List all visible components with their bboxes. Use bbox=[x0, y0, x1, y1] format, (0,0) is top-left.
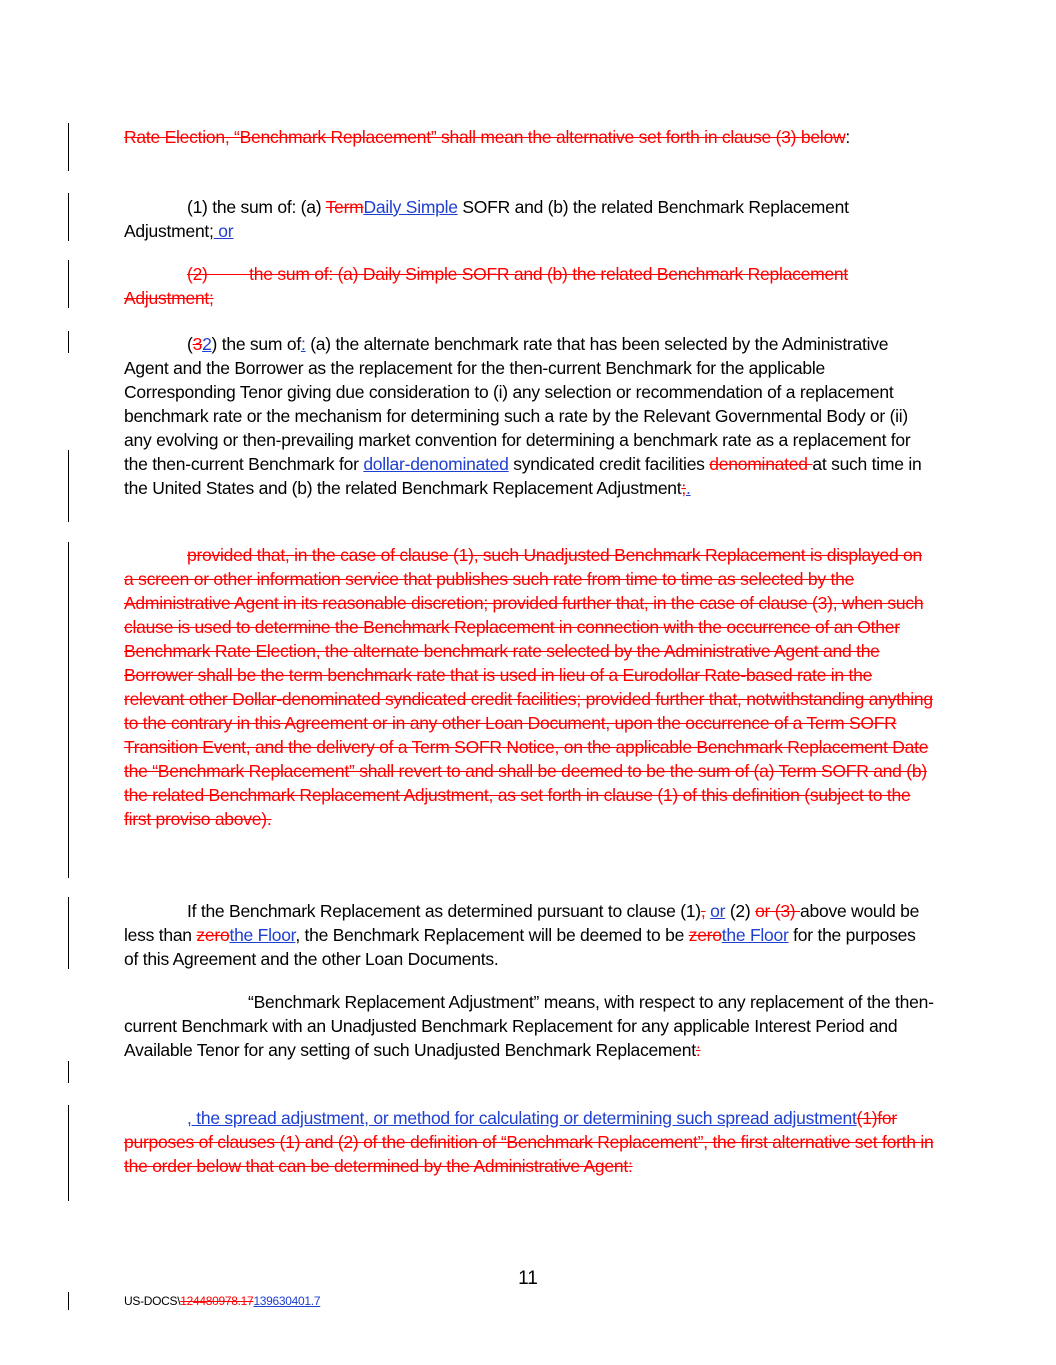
clause-2 bbox=[124, 332, 934, 500]
change-bar bbox=[68, 542, 69, 878]
body-text: above would be less than bbox=[124, 901, 920, 945]
body-text: (1) the sum of: (a) bbox=[187, 197, 326, 217]
body-text: for the purposes of this Agreement and the other Loan Documents. bbox=[124, 925, 916, 969]
body-text: at such time in the United States and (b) the related Benchmark Replacement Adjustment bbox=[124, 454, 922, 498]
deleted-text: zero bbox=[688, 925, 722, 945]
deleted-text: denominated bbox=[709, 454, 813, 474]
spread-adjustment-paragraph bbox=[124, 1106, 934, 1178]
inserted-text: or bbox=[213, 221, 234, 241]
inserted-text: the Floor bbox=[229, 925, 296, 945]
change-bar bbox=[68, 1292, 69, 1310]
body-text: , the Benchmark Replacement will be deemed to be bbox=[295, 925, 689, 945]
inserted-doc-number: 139630401.7 bbox=[253, 1294, 321, 1308]
change-bar bbox=[68, 1105, 69, 1201]
inserted-text: Daily Simple bbox=[363, 197, 458, 217]
inserted-text: , the spread adjustment, or method for calculating or determining such spread adjustment bbox=[187, 1108, 857, 1128]
definition-benchmark-replacement-adjustment bbox=[124, 990, 934, 1062]
floor-paragraph bbox=[124, 899, 934, 971]
deleted-text: : bbox=[695, 1040, 701, 1060]
deleted-text: (2) the sum of: (a) Daily Simple SOFR and (b) the related Benchmark Replacement Adjustment; bbox=[124, 264, 849, 308]
change-bar bbox=[68, 123, 69, 171]
change-bar bbox=[68, 897, 69, 969]
deleted-text: ; bbox=[681, 478, 687, 498]
body-text: syndicated credit facilities bbox=[508, 454, 710, 474]
body-text: If the Benchmark Replacement as determined pursuant to clause (1) bbox=[187, 901, 701, 921]
body-text: SOFR and (b) the related Benchmark Replacement Adjustment; bbox=[124, 197, 849, 241]
body-text: (2) bbox=[725, 901, 756, 921]
deleted-doc-number: 124480978.17 bbox=[180, 1294, 254, 1308]
inserted-text: the Floor bbox=[721, 925, 789, 945]
inserted-text: or bbox=[710, 901, 726, 921]
proviso-deleted bbox=[124, 543, 934, 831]
paragraph-rate-election bbox=[124, 125, 934, 149]
body-text: : bbox=[845, 127, 850, 147]
inserted-text: dollar-denominated bbox=[363, 454, 509, 474]
change-bar bbox=[68, 1061, 69, 1083]
inserted-text: 2 bbox=[202, 334, 212, 354]
deleted-text: Term bbox=[325, 197, 364, 217]
body-text: ) the sum of bbox=[211, 334, 301, 354]
deleted-text: (1)for purposes of clauses (1) and (2) of the definition of “Benchmark Replacement”, the first alternative set forth in the order below that can be determined by the Administrative Agent: bbox=[124, 1108, 934, 1176]
deleted-text: zero bbox=[196, 925, 230, 945]
page-number: 11 bbox=[518, 1268, 538, 1289]
change-bar bbox=[68, 331, 69, 353]
change-bar bbox=[68, 260, 69, 308]
deleted-text: 3 bbox=[192, 334, 203, 354]
footer-prefix: US-DOCS\ bbox=[124, 1294, 181, 1308]
clause-2-deleted bbox=[124, 262, 934, 310]
change-bar bbox=[68, 450, 69, 522]
deleted-text: , bbox=[700, 901, 706, 921]
change-bar bbox=[68, 193, 69, 241]
body-text: “Benchmark Replacement Adjustment” means, with respect to any replacement of the then-current Benchmark with an Unadjusted Benchmark Replacement for any applicable Interest Period and Available Tenor for any setting of such Unadjusted Benchmark Replacement bbox=[124, 992, 934, 1060]
inserted-text: : bbox=[300, 334, 306, 354]
deleted-text: provided that, in the case of clause (1), such Unadjusted Benchmark Replacement is displayed on a screen or other information service that publishes such rate from time to time as selected by the Administrative Agent in its reasonable discretion; provided further that, in the case of clause (3), when such clause is used to determine the Benchmark Replacement in connection with the occurrence of an Other Benchmark Rate Election, the alternate benchmark rate selected by the Administrative Agent and the Borrower shall be the term benchmark rate that is used in lieu of a Eurodollar Rate-based rate in the relevant other Dollar-denominated syndicated credit facilities; provided further that, notwithstanding anything to the contrary in this Agreement or in any other Loan Document, upon the occurrence of a Term SOFR Transition Event, and the delivery of a Term SOFR Notice, on the applicable Benchmark Replacement Date the “Benchmark Replacement” shall revert to and shall be deemed to be the sum of (a) Term SOFR and (b) the related Benchmark Replacement Adjustment, as set forth in clause (1) of this definition (subject to the first proviso above). bbox=[124, 545, 933, 829]
clause-1 bbox=[124, 195, 934, 243]
body-text: (a) the alternate benchmark rate that has been selected by the Administrative Agent and the Borrower as the replacement for the then-current Benchmark for the applicable Corresponding Tenor giving due consideration to (i) any selection or recommendation of a replacement benchmark rate or the mechanism for determining such a rate by the Relevant Governmental Body or (ii) any evolving or then-prevailing market convention for determining a benchmark rate as a replacement for the then-current Benchmark for bbox=[124, 334, 911, 474]
document-footer-id bbox=[124, 1294, 320, 1308]
inserted-text: . bbox=[686, 478, 691, 498]
deleted-text: Rate Election, “Benchmark Replacement” shall mean the alternative set forth in clause (3) below bbox=[124, 127, 846, 147]
deleted-text: or (3) bbox=[755, 901, 801, 921]
body-text: ( bbox=[187, 334, 193, 354]
